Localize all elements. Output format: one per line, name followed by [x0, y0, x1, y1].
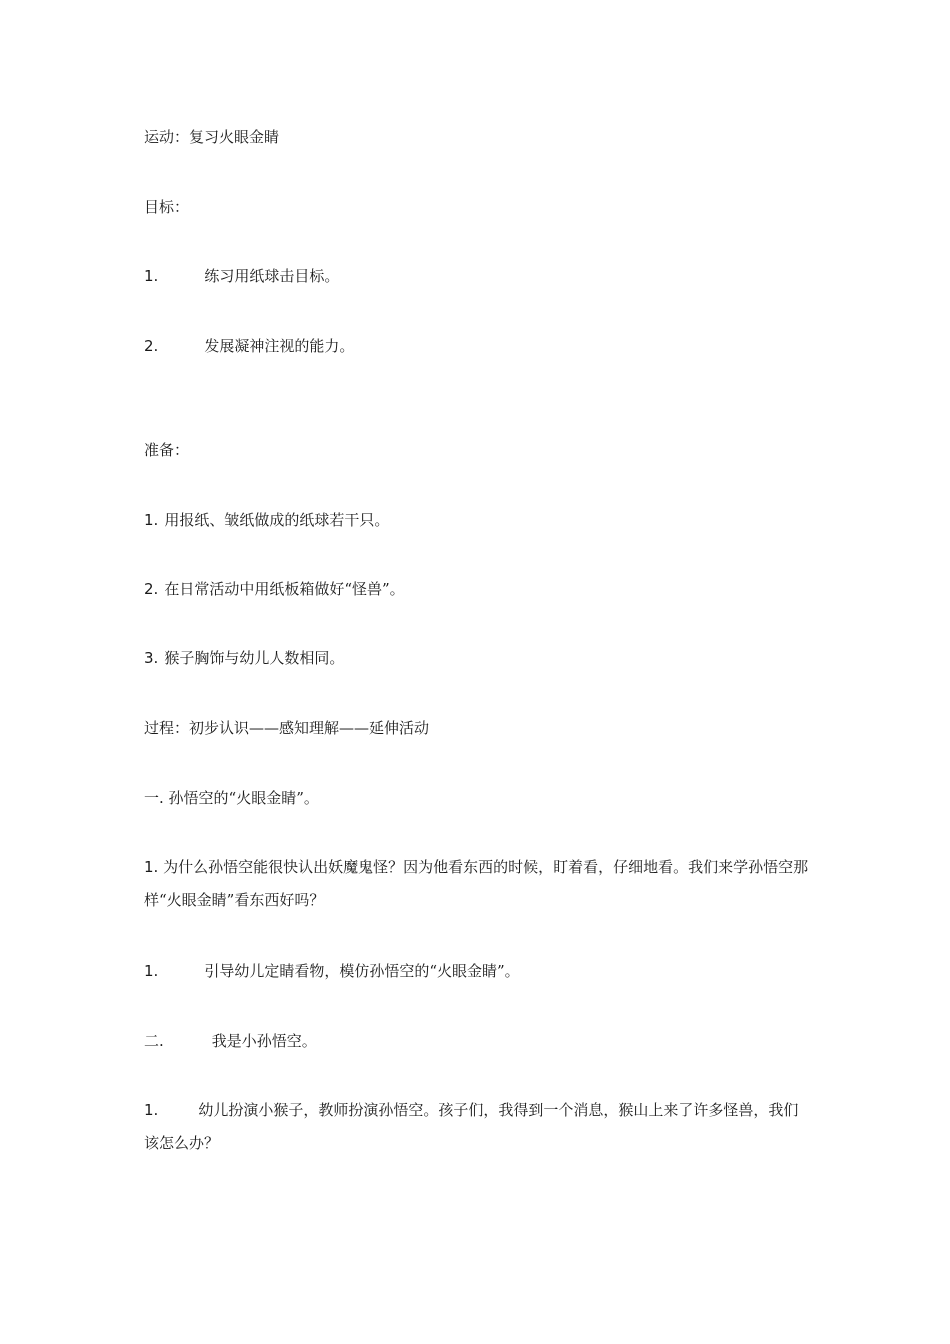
activity-title: 运动：复习火眼金睛	[144, 128, 280, 146]
goal-item-1	[144, 265, 339, 287]
section-1-heading: 一. 孙悟空的“火眼金睛”。	[144, 789, 319, 807]
section-2-item-1-text: 幼儿扮演小猴子，教师扮演孙悟空。孩子们，我得到一个消息，猴山上来了许多怪兽，我们该怎么办？	[144, 1101, 799, 1152]
process-heading: 过程：初步认识——感知理解——延伸活动	[144, 719, 430, 737]
goal-item-1-text: 练习用纸球击目标。	[204, 267, 340, 285]
goal-item-1-number: 1.	[144, 267, 159, 285]
section-2-item-1-number: 1.	[144, 1101, 159, 1119]
section-1-item-2	[144, 960, 520, 982]
goal-item-2	[144, 335, 354, 357]
section-1-item-2-text: 引导幼儿定睛看物，模仿孙悟空的“火眼金睛”。	[204, 962, 520, 980]
section-2-heading-text: 我是小孙悟空。	[211, 1032, 317, 1050]
goal-item-2-number: 2.	[144, 337, 159, 355]
section-1-item-1	[144, 851, 809, 917]
section-1-item-2-number: 1.	[144, 962, 159, 980]
section-1-item-1-number: 1.	[144, 858, 159, 876]
goals-heading: 目标：	[144, 198, 190, 216]
prep-item-1-text: 用报纸、皱纸做成的纸球若干只。	[164, 511, 390, 529]
prep-item-1-number: 1.	[144, 511, 159, 529]
section-2-item-1	[144, 1094, 809, 1160]
prep-item-3-number: 3.	[144, 649, 159, 667]
prep-item-3	[144, 647, 344, 669]
prep-item-3-text: 猴子胸饰与幼儿人数相同。	[164, 649, 345, 667]
section-2-heading-number: 二.	[144, 1032, 164, 1050]
prep-item-2-text: 在日常活动中用纸板箱做好“怪兽”。	[164, 580, 405, 598]
prep-item-2-number: 2.	[144, 580, 159, 598]
section-2-heading	[144, 1030, 317, 1052]
prep-heading: 准备：	[144, 441, 190, 459]
prep-item-2	[144, 578, 405, 600]
section-1-item-1-text: 为什么孙悟空能很快认出妖魔鬼怪？因为他看东西的时候，盯着看，仔细地看。我们来学孙悟空那样“火眼金睛”看东西好吗？	[144, 858, 809, 909]
goal-item-2-text: 发展凝神注视的能力。	[204, 337, 355, 355]
prep-item-1	[144, 509, 389, 531]
